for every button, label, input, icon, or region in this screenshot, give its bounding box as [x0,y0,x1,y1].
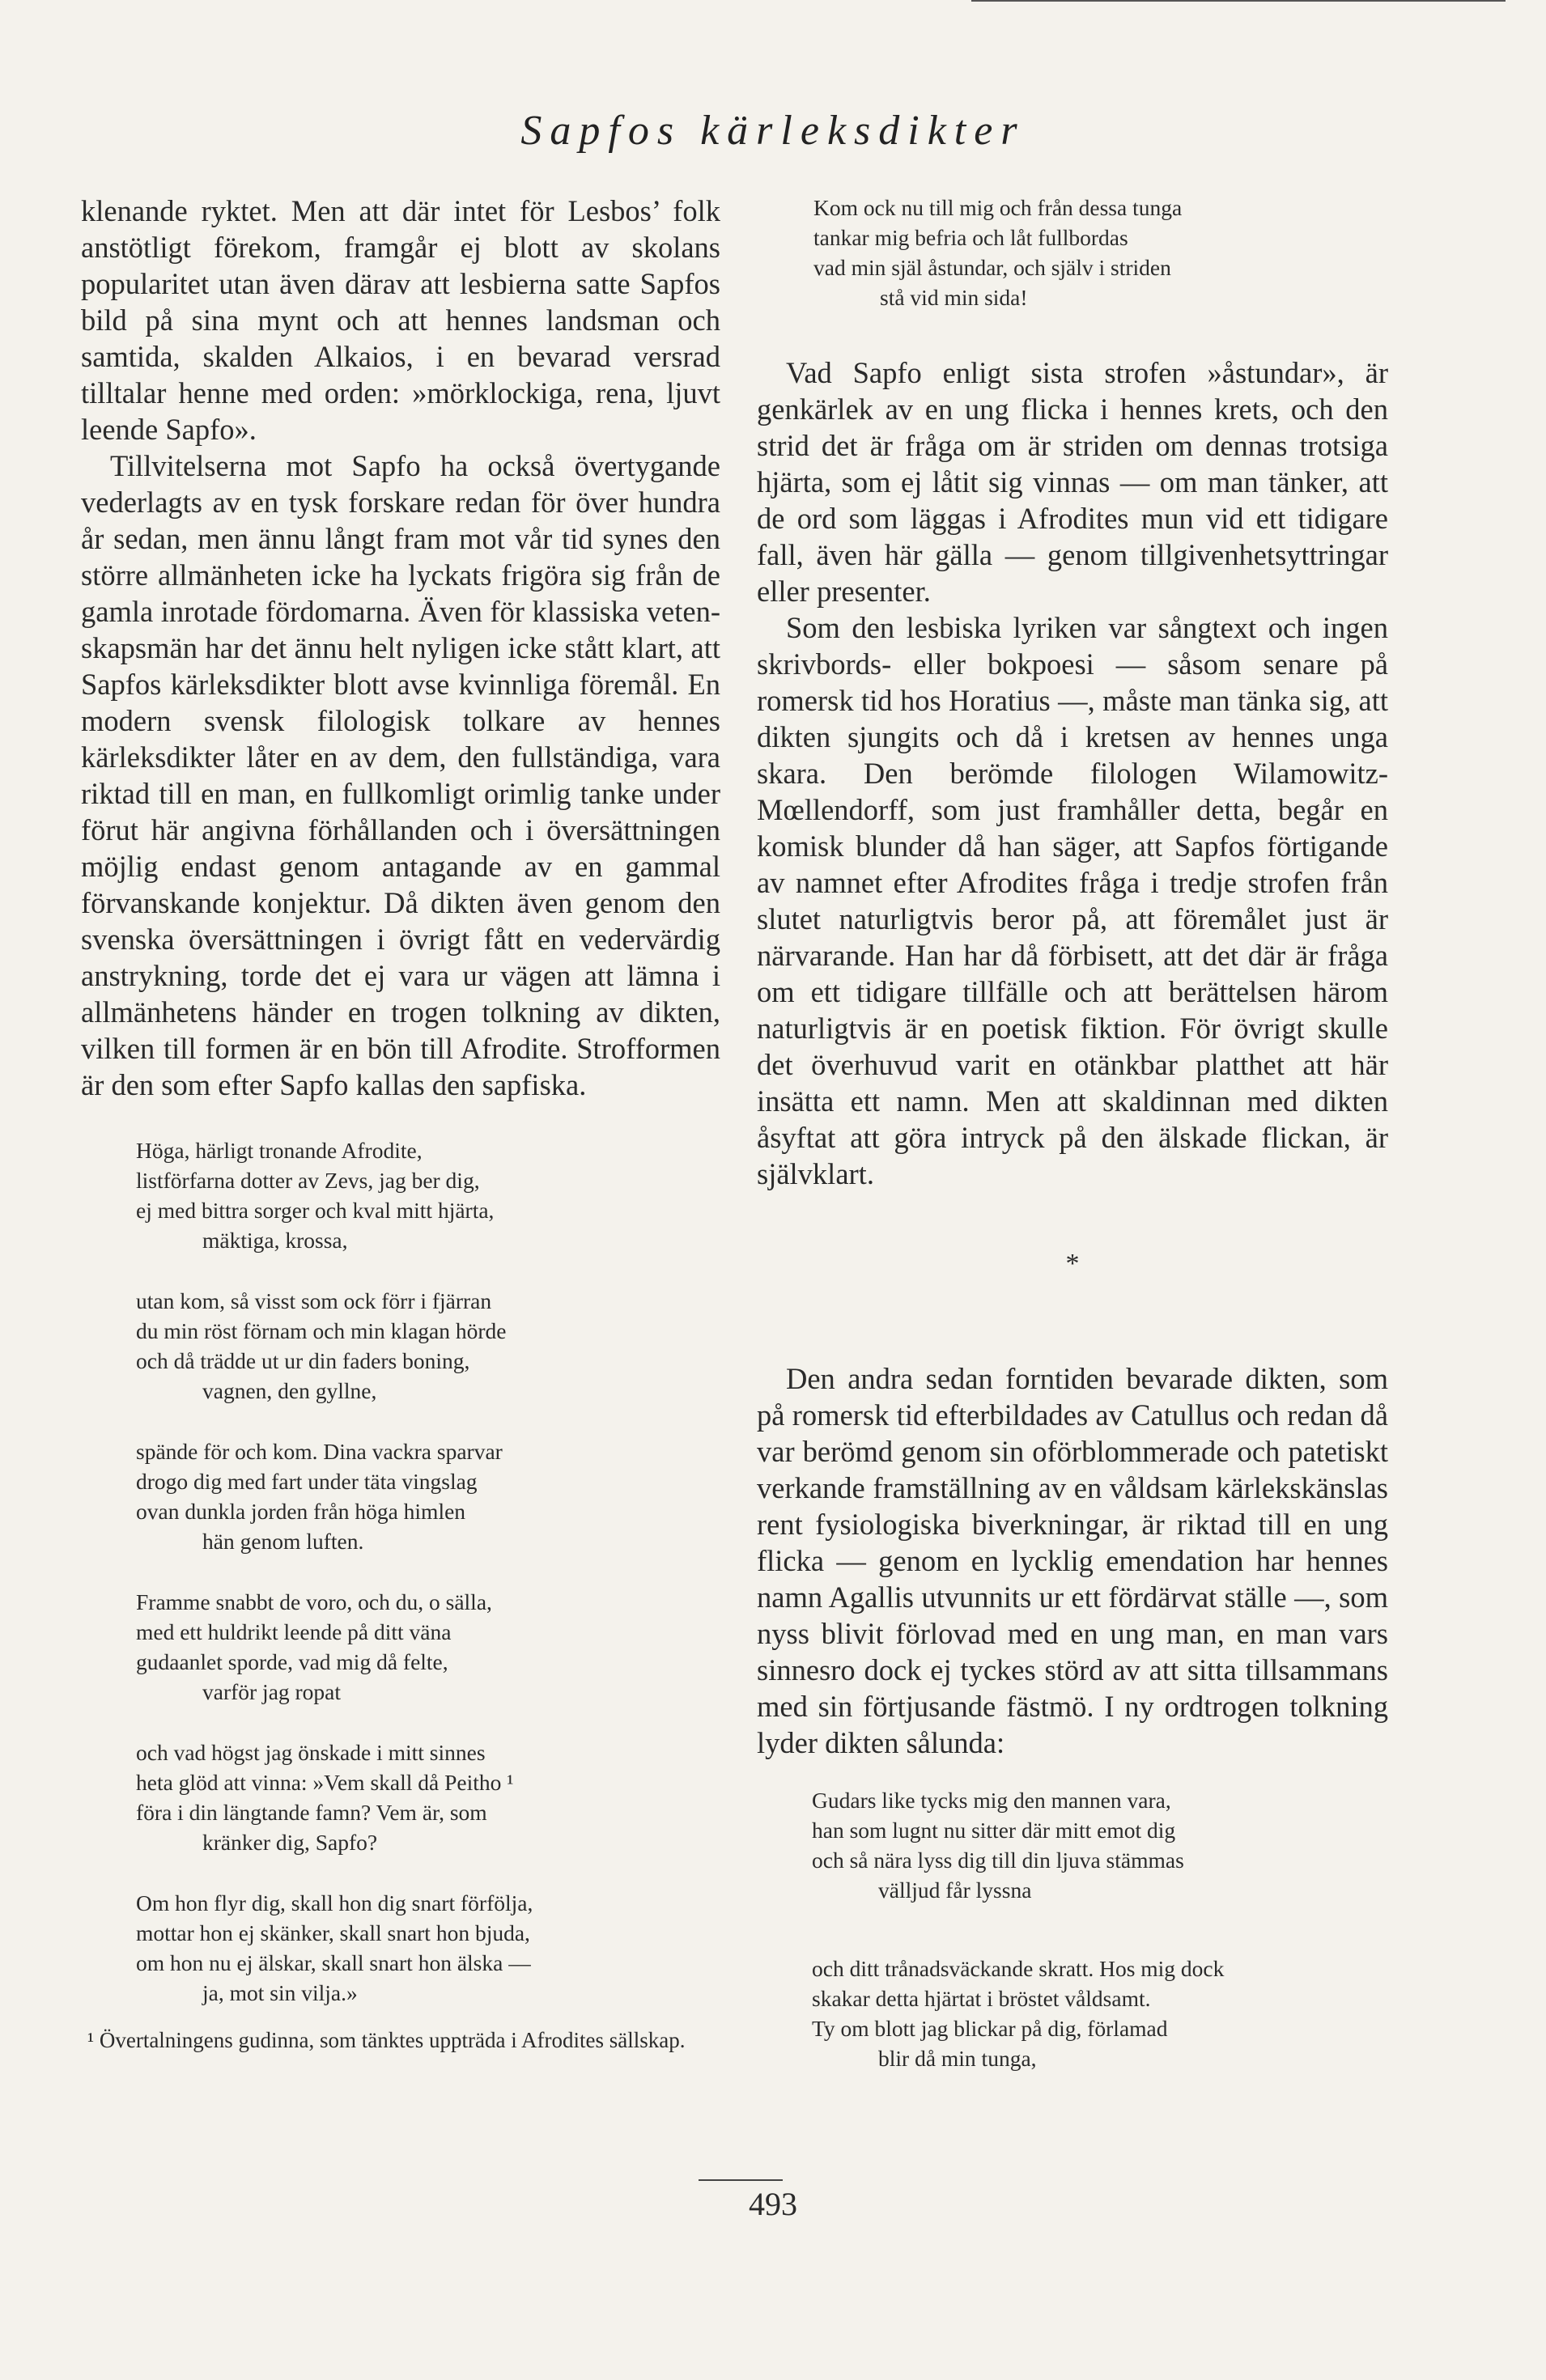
poem-line: tankar mig befria och låt fullbordas [813,225,1128,250]
poem-stanza [812,1954,1388,2073]
poem-line: med ett huldrikt leende på ditt väna [136,1619,452,1644]
poem-line: och så nära lyss dig till din ljuva stämmas [812,1848,1184,1873]
poem-line: Höga, härligt tronande Afrodite, [136,1138,423,1163]
poem-line: mottar hon ej skänker, skall snart hon bjuda, [136,1920,530,1945]
poem-line: blir då min tunga, [878,2046,1037,2071]
poem-line: föra i din längtande famn? Vem är, som [136,1800,487,1825]
poem-line: Framme snabbt de voro, och du, o sälla, [136,1589,492,1614]
section-separator: * [1065,1249,1080,1279]
poem-stanza [812,1785,1388,1905]
paragraph: Som den lesbiska lyriken var sångtext och ingen skrivbords- eller bokpoesi — såsom senare på romersk tid hos Horatius —, måste man tänka sig, att dikten sjungits och då i kretsen av hennes unga skara. Den berömde filologen Wilamowitz-Mœllendorff, som just framhåller detta, begår en komisk blunder då han säger, att Sapfos förtigande av namnet efter Afrodites fråga i tredje strofen från slutet naturligtvis beror på, att föremålet just är närvarande. Han har då förbisett, att det där är fråga om ett tidigare tillfälle och att berättelsen härom naturligtvis är en poetisk fiktion. För övrigt skulle det överhuvud varit en otänkbar platthet att här insätta ett namn. Men att skaldinnan med dikten åsyftat att göra intryck på den älskade flickan, är självklart. [757,611,1388,1190]
poem-line: Kom ock nu till mig och från dessa tunga [813,195,1183,220]
poem-line: Ty om blott jag blickar på dig, förlamad [812,2016,1168,2041]
poem-agallis [812,1785,1388,2073]
poem-final-stanza [813,193,1388,312]
poem-line: du min röst förnam och min klagan hörde [136,1318,507,1343]
poem-line: välljud får lyssna [878,1877,1032,1903]
poem-stanza [136,1737,720,1857]
poem-line: ovan dunkla jorden från höga himlen [136,1499,466,1524]
poem-line: varför jag ropat [202,1679,342,1704]
paragraph: klenande ryktet. Men att där intet för Lesbos’ folk anstötligt förekom, framgår ej blott av skolans popularitet utan även därav att lesbierna satte Sapfos bild på sina mynt och att hennes landsman och samtida, skalden Alkaios, i en bevarad versrad tilltalar henne med orden: »mörklockiga, rena, ljuvt leende Sapfo». [81,194,720,446]
poem-line: hän genom luften. [202,1529,364,1554]
poem-line: stå vid min sida! [880,285,1028,310]
poem-line: gudaanlet sporde, vad mig då felte, [136,1649,448,1674]
running-title: Sapfos kärleksdikter [520,108,1026,154]
poem-line: om hon nu ej älskar, skall snart hon älska — [136,1950,531,1975]
poem-line: vagnen, den gyllne, [202,1378,377,1403]
poem-line: ja, mot sin vilja.» [202,1980,358,2005]
poem-line: mäktiga, krossa, [202,1228,348,1253]
poem-stanza [136,1888,720,2008]
poem-line: spände för och kom. Dina vackra sparvar [136,1439,503,1464]
poem-line: Gudars like tycks mig den mannen vara, [812,1788,1171,1813]
poem-line: utan kom, så visst som ock förr i fjärran [136,1288,492,1313]
right-column [757,193,1388,2073]
paragraph: Vad Sapfo enligt sista strofen »åstundar», är genkärlek av en ung flicka i hennes krets, och den strid det är fråga om är striden om dennas trotsiga hjärta, som ej låtit sig vinnas — om man tänker, att de ord som läggas i Afrodites mun vid ett tidigare fall, även här gälla — genom tillgivenhetsyttringar eller presenter. [757,356,1388,608]
poem-line: heta glöd att vinna: »Vem skall då Peitho ¹ [136,1770,514,1795]
poem-line: vad min själ åstundar, och själv i striden [813,255,1171,280]
poem-stanza [136,1587,720,1707]
poem-afrodite [136,1135,720,2008]
poem-line: han som lugnt nu sitter där mitt emot dig [812,1818,1176,1843]
footnote: ¹ Övertalningens gudinna, som tänktes uppträda i Afrodites sällskap. [87,2028,686,2052]
poem-line: ej med bittra sorger och kval mitt hjärta, [136,1198,495,1223]
page-number: 493 [749,2186,797,2222]
poem-stanza [136,1436,720,1556]
paragraph: Den andra sedan forntiden bevarade dikten, som på romersk tid efterbildades av Catullus och redan då var berömd genom sin oförblommerade och patetiskt verkande framställning av en våldsam kärlekskänslas rent fysiologiska biverkningar, är riktad till en ung flicka — genom en lycklig emendation har hennes namn Agallis utvunnits ur ett fördärvat ställe —, som nyss blivit förlovad med en ung man, en man vars sinnesro dock ej tyckes störd av att sitta tillsammans med sin förtjusande fästmö. I ny ordtrogen tolkning lyder dikten sålunda: [757,1362,1388,1759]
poem-stanza [136,1135,720,1255]
poem-stanza [136,1286,720,1406]
folio-rule [699,2179,783,2181]
poem-line: skakar detta hjärtat i bröstet våldsamt. [812,1986,1151,2011]
top-edge-rule [971,0,1506,2]
paragraph: Tillvitelserna mot Sapfo ha också övertygande vederlagts av en tysk forskare redan för över hundra år sedan, men ännu långt fram mot vår tid synes den större allmänheten icke ha lyckats frigöra sig från de gamla inrotade fördomarna. Även för klassiska vetenskapsmän har det ännu helt nyligen icke stått klart, att Sapfos kärleksdikter blott avse kvinnliga föremål. En modern svensk filologisk tolkare av hennes kärleksdikter låter en av dem, den fullständiga, vara riktad till en man, en fullkomligt orimlig tanke under förut här angivna förhållanden och i översättningen möjlig endast genom antagande av en gammal förvanskande konjektur. Då dikten även genom den svenska översättningen i övrigt fått en vedervärdig anstrykning, torde det ej vara ur vägen att lämna i allmänhetens händer en trogen tolkning av dikten, vilken till formen är en bön till Afrodite. Strofformen är den som efter Sapfo kallas den sapfiska. [81,449,720,1101]
poem-line: och då trädde ut ur din faders boning, [136,1348,470,1373]
poem-line: drogo dig med fart under täta vingslag [136,1469,478,1494]
poem-line: och vad högst jag önskade i mitt sinnes [136,1740,486,1765]
poem-line: Om hon flyr dig, skall hon dig snart förfölja, [136,1890,533,1915]
poem-line: listförfarna dotter av Zevs, jag ber dig, [136,1168,480,1193]
left-column [81,193,720,2055]
poem-line: och ditt trånadsväckande skratt. Hos mig dock [812,1956,1225,1981]
poem-line: kränker dig, Sapfo? [202,1830,378,1855]
